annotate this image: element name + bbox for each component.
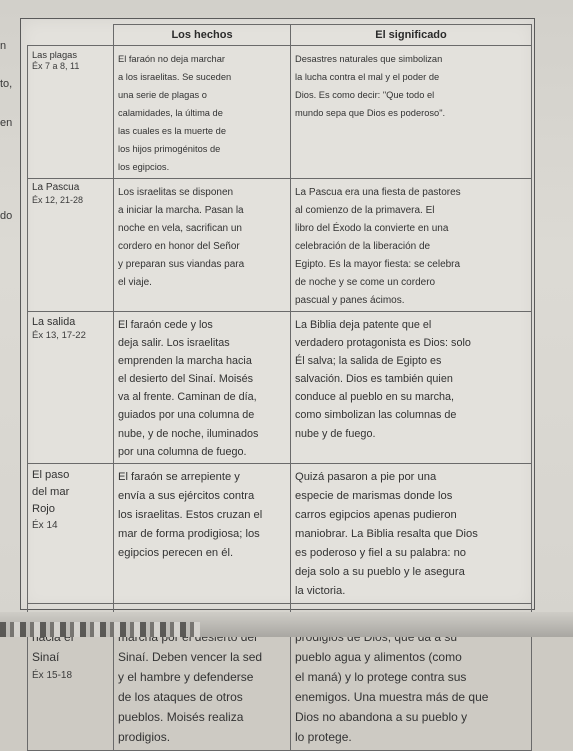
hechos-cell <box>114 179 291 312</box>
significado-cell <box>291 312 532 464</box>
decorative-border <box>0 622 200 637</box>
exodus-table <box>27 24 532 751</box>
table-row <box>28 312 532 464</box>
header-hechos: Los hechos <box>114 25 291 46</box>
event-title: La salida <box>32 316 76 328</box>
hechos-text: El faraón no deja marchar a los israelitas. Se suceden una serie de plagas o calamidades, la última de las cuales es la muerte de los hijos primogénitos de los egipcios. <box>118 54 232 172</box>
significado-text: pueblo agua y alimentos (como el maná) y lo protege contra sus enemigos. Una muestra más de que Dios no abandona a su pueblo y lo protege. <box>295 649 489 744</box>
bible-reference: Éx 12, 21-28 <box>32 194 84 205</box>
event-title: La Pascua <box>32 182 80 193</box>
table-row <box>28 46 532 179</box>
event-cell <box>28 179 114 312</box>
hechos-cell <box>114 312 291 464</box>
margin-fragment: n <box>0 40 7 52</box>
event-title: El paso del mar Rojo <box>32 468 70 515</box>
bible-reference: Éx 13, 17-22 <box>32 330 86 342</box>
event-cell <box>28 463 114 603</box>
bible-reference: Éx 7 a 8, 11 <box>32 61 80 72</box>
margin-fragment: do <box>0 210 13 222</box>
hechos-text: Sinaí. Deben vencer la sed y el hambre y defenderse de los ataques de otros pueblos. Moisés realiza prodigios. <box>118 649 263 744</box>
significado-text: Quizá pasaron a pie por una especie de marismas donde los carros egipcios apenas pudieron maniobrar. La Biblia resalta que Dios es poderoso y fiel a su palabra: no deja solo a su pueblo y le asegura la victoria. <box>295 470 478 597</box>
bible-reference: Éx 14 <box>32 519 58 531</box>
hechos-cell <box>114 463 291 603</box>
bible-reference: Éx 15-18 <box>32 669 73 681</box>
table-row <box>28 179 532 312</box>
significado-text: La Pascua era una fiesta de pastores al comienzo de la primavera. El libro del Éxodo la convierte en una celebración de la liberación de Egipto. Es la mayor fiesta: se celebra de noche y se come un cordero pascual y panes ácimos. <box>295 187 461 306</box>
hechos-text: El faraón cede y los deja salir. Los israelitas emprenden la marcha hacia el desierto del Sinaí. Moisés va al frente. Caminan de día, guiados por una columna de nube, y de noche, iluminados por una columna de fuego. <box>118 319 259 458</box>
header-row <box>28 25 532 46</box>
significado-cell <box>291 463 532 603</box>
margin-fragment: to, <box>0 78 13 90</box>
table-row <box>28 463 532 603</box>
significado-text: Desastres naturales que simbolizan la lucha contra el mal y el poder de Dios. Es como decir: "Que todo el mundo sepa que Dios es poderoso". <box>295 54 446 118</box>
margin-fragment: en <box>0 117 13 129</box>
hechos-text: El faraón se arrepiente y envía a sus ejércitos contra los israelitas. Estos cruzan el mar de forma prodigiosa; los egipcios perecen en él. <box>118 470 263 559</box>
header-blank <box>28 25 114 46</box>
hechos-text: Los israelitas se disponen a iniciar la marcha. Pasan la noche en vela, sacrifican un cordero en honor del Señor y preparan sus viandas para el viaje. <box>118 187 245 288</box>
significado-text: La Biblia deja patente que el verdadero protagonista es Dios: solo Él salva; la salida de Egipto es salvación. Dios es también quien conduce al pueblo en su marcha, como simbolizan las columnas de nube y de fuego. <box>295 319 471 440</box>
event-cell <box>28 46 114 179</box>
event-cell <box>28 312 114 464</box>
header-significado: El significado <box>291 25 532 46</box>
hechos-cell <box>114 46 291 179</box>
event-title: Las plagas <box>32 50 77 60</box>
significado-cell <box>291 46 532 179</box>
event-title: Sinaí <box>32 649 60 664</box>
significado-cell <box>291 179 532 312</box>
